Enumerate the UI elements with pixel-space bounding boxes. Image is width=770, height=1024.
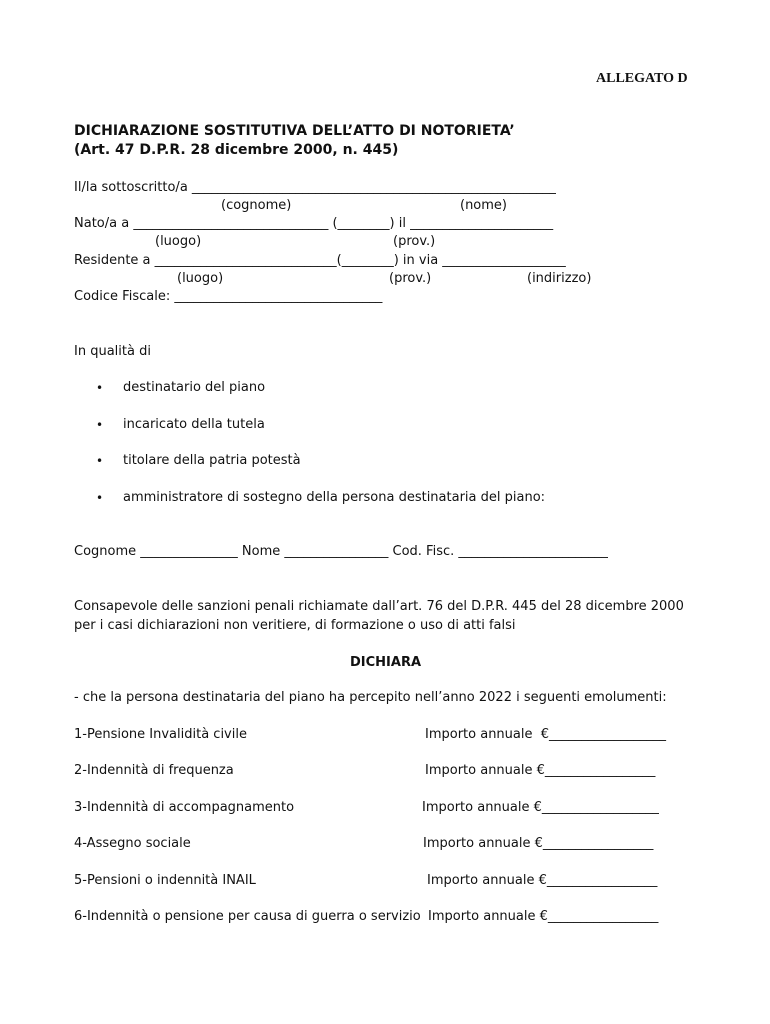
annex-label: ALLEGATO D [596,71,688,86]
capacity-option-parental[interactable]: titolare della patria potestà [123,453,301,468]
bullet-icon: • [96,454,104,468]
residence-field-line[interactable]: Residente a ____________________________(________) in via ___________________ [74,253,566,268]
benefit-amount-field[interactable]: Importo annuale €_________________ [425,763,656,778]
residence-province-label: (prov.) [389,271,432,286]
benefit-amount-field[interactable]: Importo annuale €_________________ [428,909,659,924]
benefit-label: 6-Indennità o pensione per causa di guerra o servizio [74,909,421,924]
document-title: DICHIARAZIONE SOSTITUTIVA DELL’ATTO DI NOTORIETA’ [74,123,515,139]
bullet-icon: • [96,381,104,395]
capacity-option-administrator[interactable]: amministratore di sostegno della persona destinataria del piano: [123,490,546,505]
nome-label: (nome) [460,198,507,213]
cognome-label: (cognome) [221,198,292,213]
benefit-label: 5-Pensioni o indennità INAIL [74,873,256,888]
birth-place-label: (luogo) [155,234,202,249]
benefit-label: 2-Indennità di frequenza [74,763,234,778]
benefit-amount-field[interactable]: Importo annuale €_________________ [423,836,654,851]
name-field-line[interactable]: Il/la sottoscritto/a ________________________________________________________ [74,180,556,195]
benefit-amount-field[interactable]: Importo annuale €__________________ [422,800,659,815]
address-label: (indirizzo) [527,271,592,286]
capacity-option-recipient[interactable]: destinatario del piano [123,380,266,395]
benefit-amount-field[interactable]: Importo annuale €__________________ [425,727,667,742]
awareness-text-line1: Consapevole delle sanzioni penali richiamate dall’art. 76 del D.P.R. 445 del 28 dicembre 2000 [74,599,684,614]
fiscal-code-field-line[interactable]: Codice Fiscale: ________________________________ [74,289,383,304]
benefit-label: 3-Indennità di accompagnamento [74,800,295,815]
benefit-amount-field[interactable]: Importo annuale €_________________ [427,873,658,888]
bullet-icon: • [96,418,104,432]
capacity-option-guardian[interactable]: incaricato della tutela [123,417,265,432]
birth-province-label: (prov.) [393,234,436,249]
awareness-text-line2: per i casi dichiarazioni non veritiere, di formazione o uso di atti falsi [74,618,516,633]
declaration-intro: - che la persona destinataria del piano ha percepito nell’anno 2022 i seguenti emolumenti: [74,690,667,705]
benefit-label: 1-Pensione Invalidità civile [74,727,247,742]
capacity-intro: In qualità di [74,344,151,359]
benefit-label: 4-Assegno sociale [74,836,191,851]
birth-field-line[interactable]: Nato/a a ______________________________ (________) il ______________________ [74,216,554,231]
beneficiary-field-line[interactable]: Cognome _______________ Nome ________________ Cod. Fisc. _______________________ [74,544,608,559]
declares-heading: DICHIARA [350,655,422,670]
document-subtitle: (Art. 47 D.P.R. 28 dicembre 2000, n. 445) [74,142,399,158]
bullet-icon: • [96,491,104,505]
residence-place-label: (luogo) [177,271,224,286]
